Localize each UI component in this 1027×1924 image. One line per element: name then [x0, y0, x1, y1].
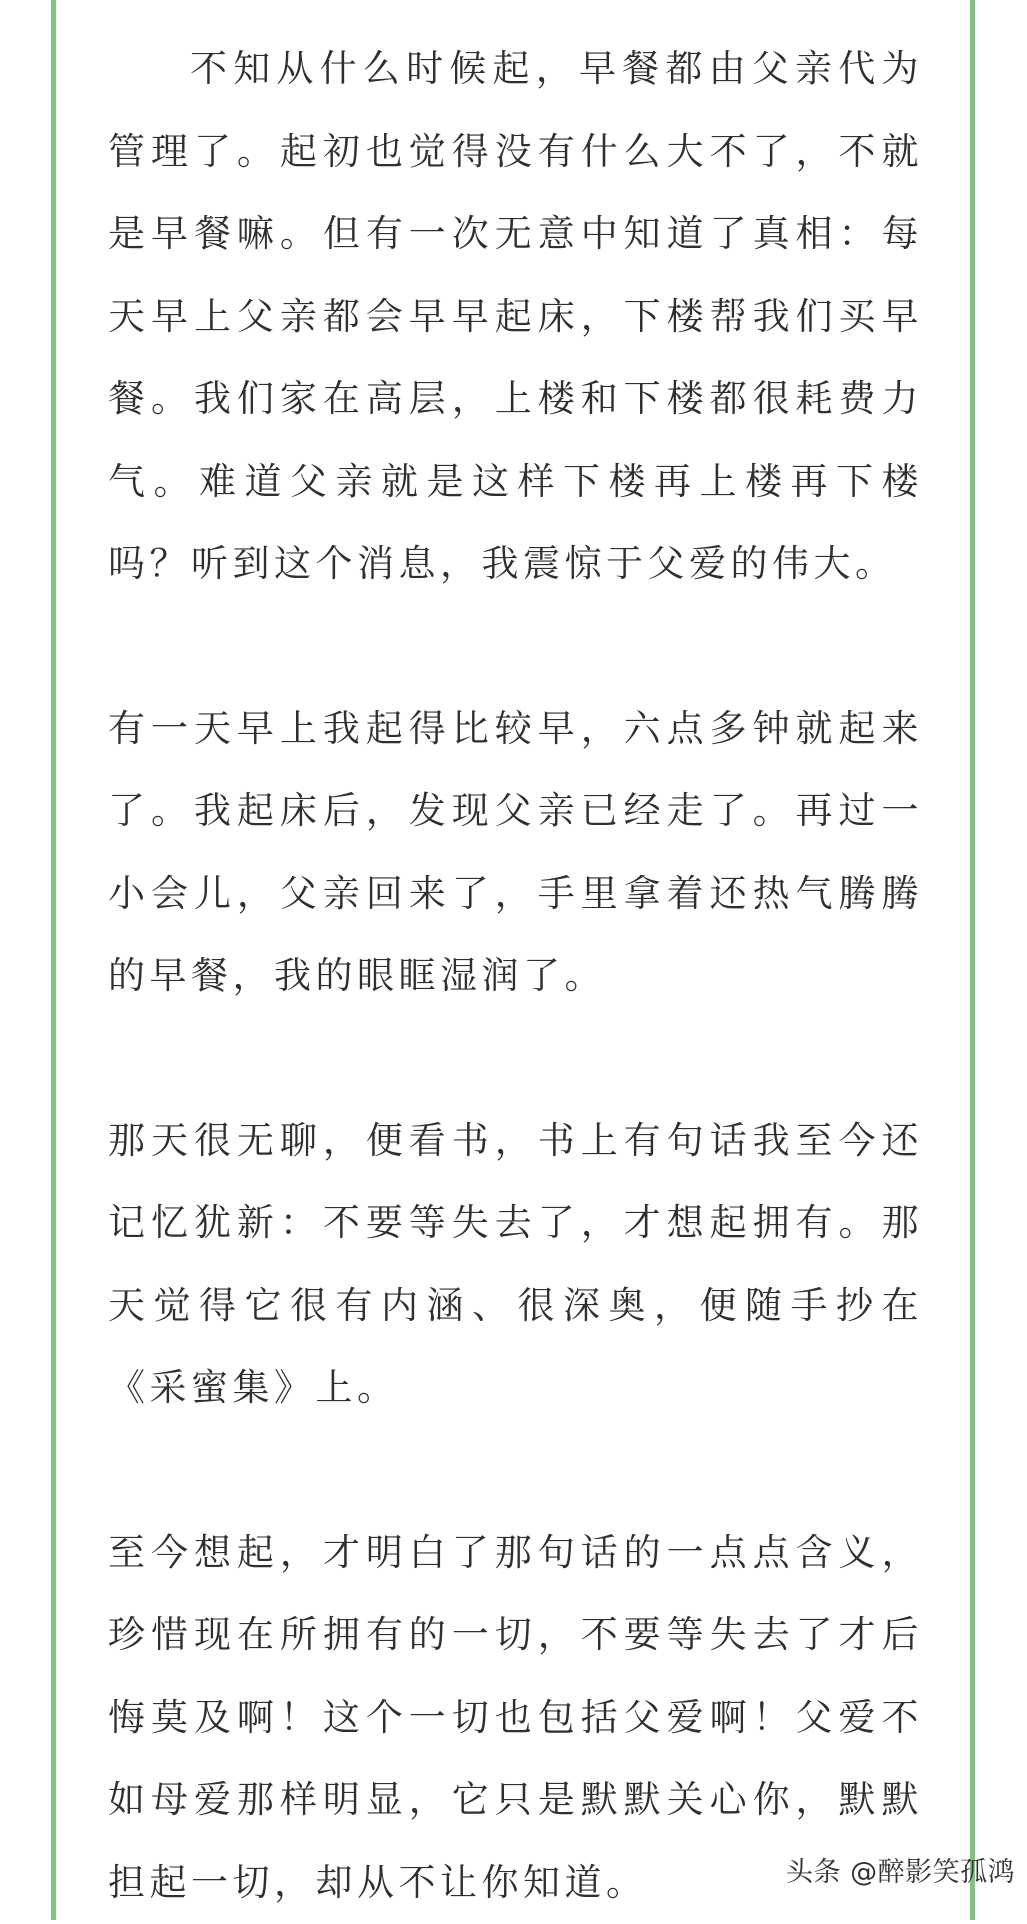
- article-body: [108, 28, 923, 1924]
- paragraph-gap: [108, 606, 923, 688]
- paragraph-gap: [108, 1018, 923, 1100]
- paragraph-gap: [108, 1430, 923, 1512]
- paragraph-3: 那天很无聊，便看书，书上有句话我至今还记忆犹新：不要等失去了，才想起拥有。那天觉得它很有内涵、很深奥，便随手抄在《采蜜集》上。: [108, 1100, 923, 1430]
- watermark-label: 头条 @醉影笑孤鸿: [786, 1850, 1015, 1889]
- paragraph-4: 至今想起，才明白了那句话的一点点含义，珍惜现在所拥有的一切，不要等失去了才后悔莫及啊！这个一切也包括父爱啊！父爱不如母爱那样明显，它只是默默关心你，默默担起一切，却从不让你知道。: [108, 1512, 923, 1924]
- right-border-line: [970, 0, 975, 1920]
- paragraph-1: 不知从什么时候起，早餐都由父亲代为管理了。起初也觉得没有什么大不了，不就是早餐嘛。但有一次无意中知道了真相：每天早上父亲都会早早起床，下楼帮我们买早餐。我们家在高层，上楼和下楼都很耗费力气。难道父亲就是这样下楼再上楼再下楼吗？听到这个消息，我震惊于父爱的伟大。: [108, 28, 923, 606]
- paragraph-2: 有一天早上我起得比较早，六点多钟就起来了。我起床后，发现父亲已经走了。再过一小会儿，父亲回来了，手里拿着还热气腾腾的早餐，我的眼眶湿润了。: [108, 688, 923, 1018]
- left-border-line: [51, 0, 56, 1920]
